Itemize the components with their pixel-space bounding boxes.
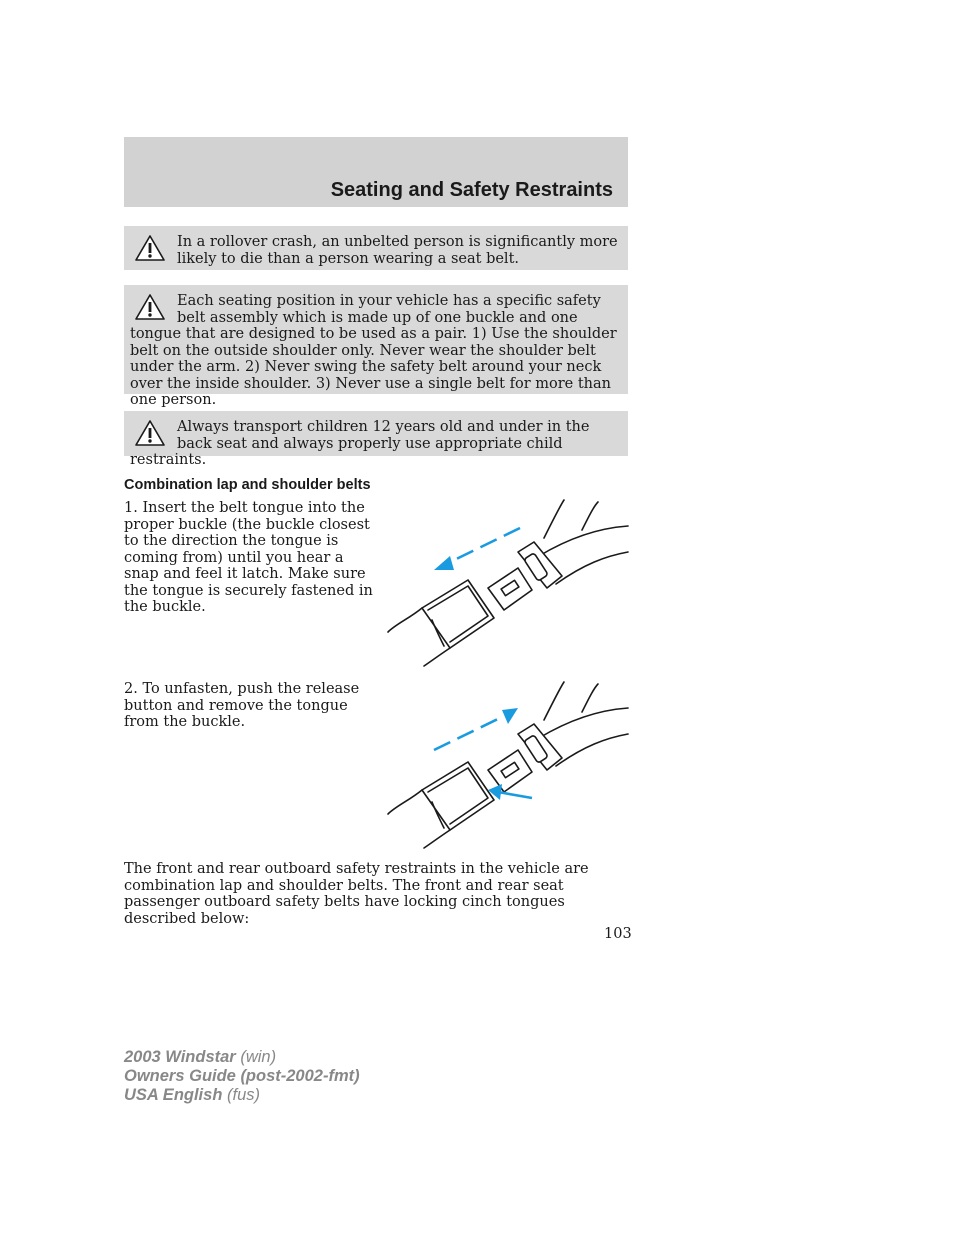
warning-text: Always transport children 12 years old and under in the back seat and always properly use appropriate child restraints.: [130, 419, 590, 468]
step-1-text: 1. Insert the belt tongue into the proper buckle (the buckle closest to the direction the tongue is coming from) until you hear a snap and feel it latch. Make sure the tongue is securely fastened in the buckle.: [124, 500, 373, 615]
step-2-text: 2. To unfasten, push the release button and remove the tongue from the buckle.: [124, 681, 360, 730]
header-band: [124, 137, 628, 207]
page-number: 103: [604, 926, 632, 942]
warning-box-children: [124, 411, 628, 468]
belt-unfasten-illustration: [384, 680, 630, 850]
footer-line-2: Owners Guide (post-2002-fmt): [124, 1067, 360, 1085]
warning-text: In a rollover crash, an unbelted person is significantly more likely to die than a person wearing a seat belt.: [177, 234, 618, 267]
page-title: Seating and Safety Restraints: [330, 179, 613, 201]
warning-text: Each seating position in your vehicle has a specific safety belt assembly which is made up of one buckle and one tongue that are designed to be used as a pair. 1) Use the shoulder belt on the outside shoulder only. Never wear the shoulder belt under the arm. 2) Never swing the safety belt around your neck over the inside shoulder. 3) Never use a single belt for more than one person.: [130, 293, 617, 408]
warning-triangle-icon: [134, 419, 166, 447]
warning-box-seating-position: [124, 285, 628, 408]
belt-fasten-illustration: [384, 498, 630, 668]
section-heading: Combination lap and shoulder belts: [124, 477, 371, 493]
warning-triangle-icon: [134, 293, 166, 321]
warning-box-rollover: [124, 226, 628, 270]
footer-line-1: 2003 Windstar (win): [124, 1048, 277, 1066]
footer-line-3: USA English (fus): [124, 1086, 260, 1104]
document-footer: [124, 1048, 360, 1105]
warning-triangle-icon: [134, 234, 166, 262]
body-paragraph: The front and rear outboard safety restraints in the vehicle are combination lap and shoulder belts. The front and rear seat passenger outboard safety belts have locking cinch tongues described below:: [124, 861, 589, 927]
